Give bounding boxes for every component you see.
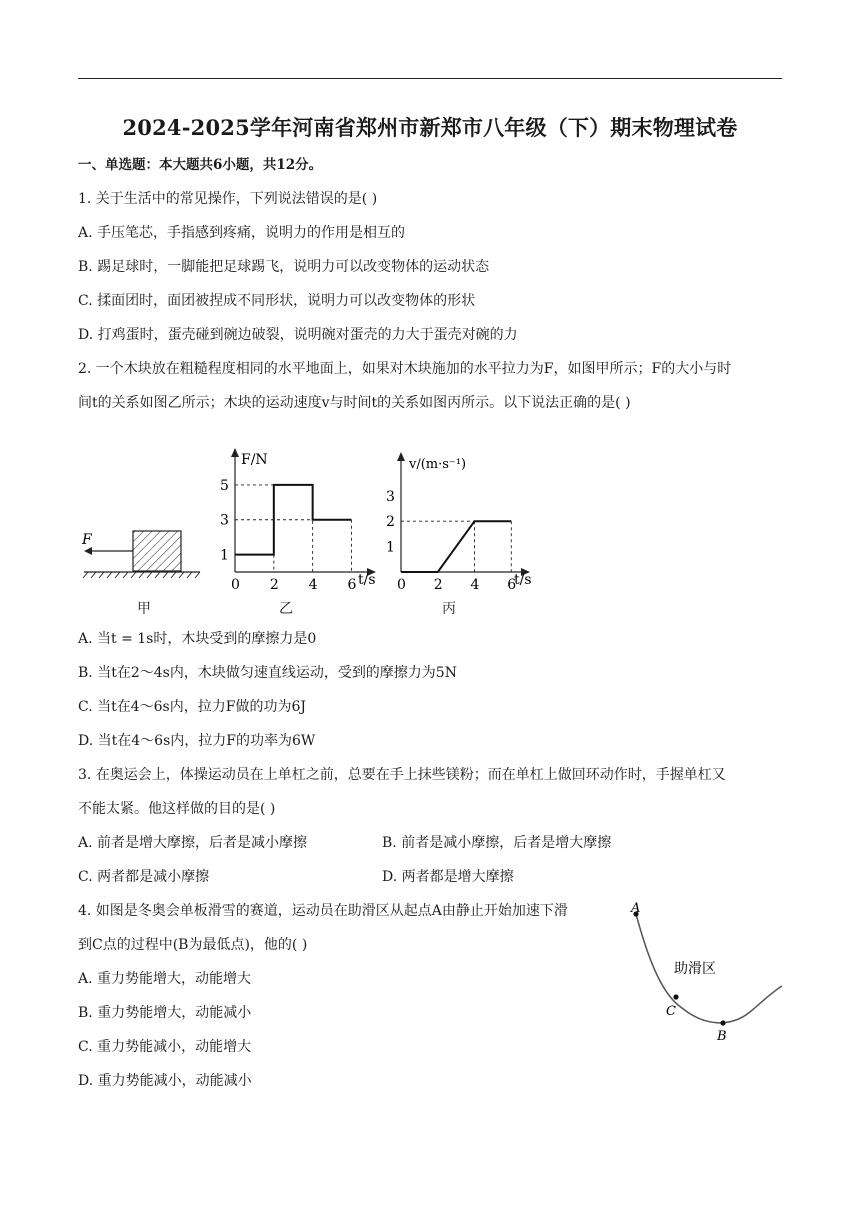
fig-jia-block bbox=[78, 520, 208, 582]
q1-option-b: B. 踢足球时，一脚能把足球踢飞，说明力可以改变物体的运动状态 bbox=[78, 259, 490, 275]
point-c-dot bbox=[673, 994, 678, 999]
y-tick-label: 3 bbox=[220, 512, 229, 529]
x-tick-label: 0 bbox=[231, 577, 240, 592]
q3-option-c: C. 两者都是减小摩擦 bbox=[78, 869, 210, 885]
y-axis-arrow-icon bbox=[231, 448, 239, 457]
x-tick-label: 4 bbox=[308, 577, 318, 592]
x-tick-label: 2 bbox=[433, 577, 443, 592]
region-label: 助滑区 bbox=[674, 961, 716, 977]
fig-yi-caption: 乙 bbox=[279, 601, 293, 617]
q4-stem-line1: 4. 如图是冬奥会单板滑雪的赛道，运动员在助滑区从起点A由静止开始加速下滑 bbox=[78, 903, 568, 919]
q2-option-c: C. 当t在4～6s内，拉力F做的功为6J bbox=[78, 699, 306, 715]
x-axis-label: t/s bbox=[514, 572, 532, 588]
ground-hatch bbox=[83, 572, 200, 578]
y-tick-label: 2 bbox=[386, 514, 395, 531]
y-axis-label: v/(m·s⁻¹) bbox=[409, 457, 467, 472]
x-axis-label: t/s bbox=[358, 572, 376, 588]
q3-option-d: D. 两者都是增大摩擦 bbox=[382, 869, 514, 885]
x-tick-label: 6 bbox=[347, 577, 357, 592]
q3-option-b: B. 前者是减小摩擦，后者是增大摩擦 bbox=[382, 835, 612, 851]
wood-block bbox=[133, 531, 181, 571]
y-tick-label: 1 bbox=[220, 547, 229, 564]
y-tick-label: 3 bbox=[386, 488, 395, 505]
y-axis-arrow-icon bbox=[397, 452, 405, 461]
x-tick-label: 4 bbox=[470, 577, 480, 592]
q2-option-a: A. 当t = 1s时，木块受到的摩擦力是0 bbox=[78, 631, 317, 647]
q3-stem-line1: 3. 在奥运会上，体操运动员在上单杠之前，总要在手上抹些镁粉；而在单杠上做回环动作时，手握单杠又 bbox=[78, 767, 726, 783]
q2-option-b: B. 当t在2～4s内，木块做匀速直线运动，受到的摩擦力为5N bbox=[78, 665, 457, 681]
series-line bbox=[235, 485, 351, 555]
q4-option-d: D. 重力势能减小，动能减小 bbox=[78, 1073, 252, 1089]
q2-stem-line2: 间t的关系如图乙所示；木块的运动速度v与时间t的关系如图丙所示。以下说法正确的是( ) bbox=[78, 395, 631, 411]
y-axis-label: F/N bbox=[241, 452, 268, 468]
q1-option-d: D. 打鸡蛋时，蛋壳碰到碗边破裂，说明碗对蛋壳的力大于蛋壳对碗的力 bbox=[78, 327, 518, 343]
point-b-label: B bbox=[717, 1029, 727, 1044]
header-rule bbox=[78, 78, 782, 79]
section-heading: 一、单选题：本大题共6小题，共12分。 bbox=[78, 157, 323, 173]
fig-bing-caption: 丙 bbox=[442, 601, 456, 617]
y-tick-label: 5 bbox=[220, 477, 229, 494]
page-title: 2024-2025学年河南省郑州市新郑市八年级（下）期末物理试卷 bbox=[122, 115, 738, 140]
x-tick-label: 0 bbox=[397, 577, 406, 592]
q4-option-a: A. 重力势能增大，动能增大 bbox=[78, 971, 252, 987]
q2-stem-line1: 2. 一个木块放在粗糙程度相同的水平地面上，如果对木块施加的水平拉力为F，如图甲所示；F的大小与时 bbox=[78, 361, 732, 377]
arrow-head-icon bbox=[84, 547, 92, 555]
series-line bbox=[401, 521, 511, 572]
fig-bing-chart bbox=[376, 444, 546, 592]
point-c-label: C bbox=[666, 1004, 676, 1019]
x-tick-label: 2 bbox=[269, 577, 279, 592]
q3-stem-line2: 不能太紧。他这样做的目的是( ) bbox=[78, 801, 276, 817]
fig-yi-chart bbox=[210, 444, 380, 592]
point-a-label: A bbox=[631, 901, 641, 916]
q3-option-a: A. 前者是增大摩擦，后者是减小摩擦 bbox=[78, 835, 308, 851]
force-label: F bbox=[82, 532, 92, 548]
q4-track-figure bbox=[622, 896, 784, 1048]
q1-option-c: C. 揉面团时，面团被捏成不同形状，说明力可以改变物体的形状 bbox=[78, 293, 476, 309]
q1-stem: 1. 关于生活中的常见操作，下列说法错误的是( ) bbox=[78, 191, 378, 207]
fig-jia-caption: 甲 bbox=[137, 601, 151, 617]
q4-stem-line2: 到C点的过程中(B为最低点)，他的( ) bbox=[78, 937, 308, 953]
point-b-dot bbox=[720, 1020, 725, 1025]
q4-option-c: C. 重力势能减小，动能增大 bbox=[78, 1039, 252, 1055]
q2-option-d: D. 当t在4～6s内，拉力F的功率为6W bbox=[78, 733, 316, 749]
x-tick-label: 6 bbox=[507, 577, 517, 592]
q1-option-a: A. 手压笔芯，手指感到疼痛，说明力的作用是相互的 bbox=[78, 225, 406, 241]
y-tick-label: 1 bbox=[386, 539, 395, 556]
q4-option-b: B. 重力势能增大，动能减小 bbox=[78, 1005, 252, 1021]
